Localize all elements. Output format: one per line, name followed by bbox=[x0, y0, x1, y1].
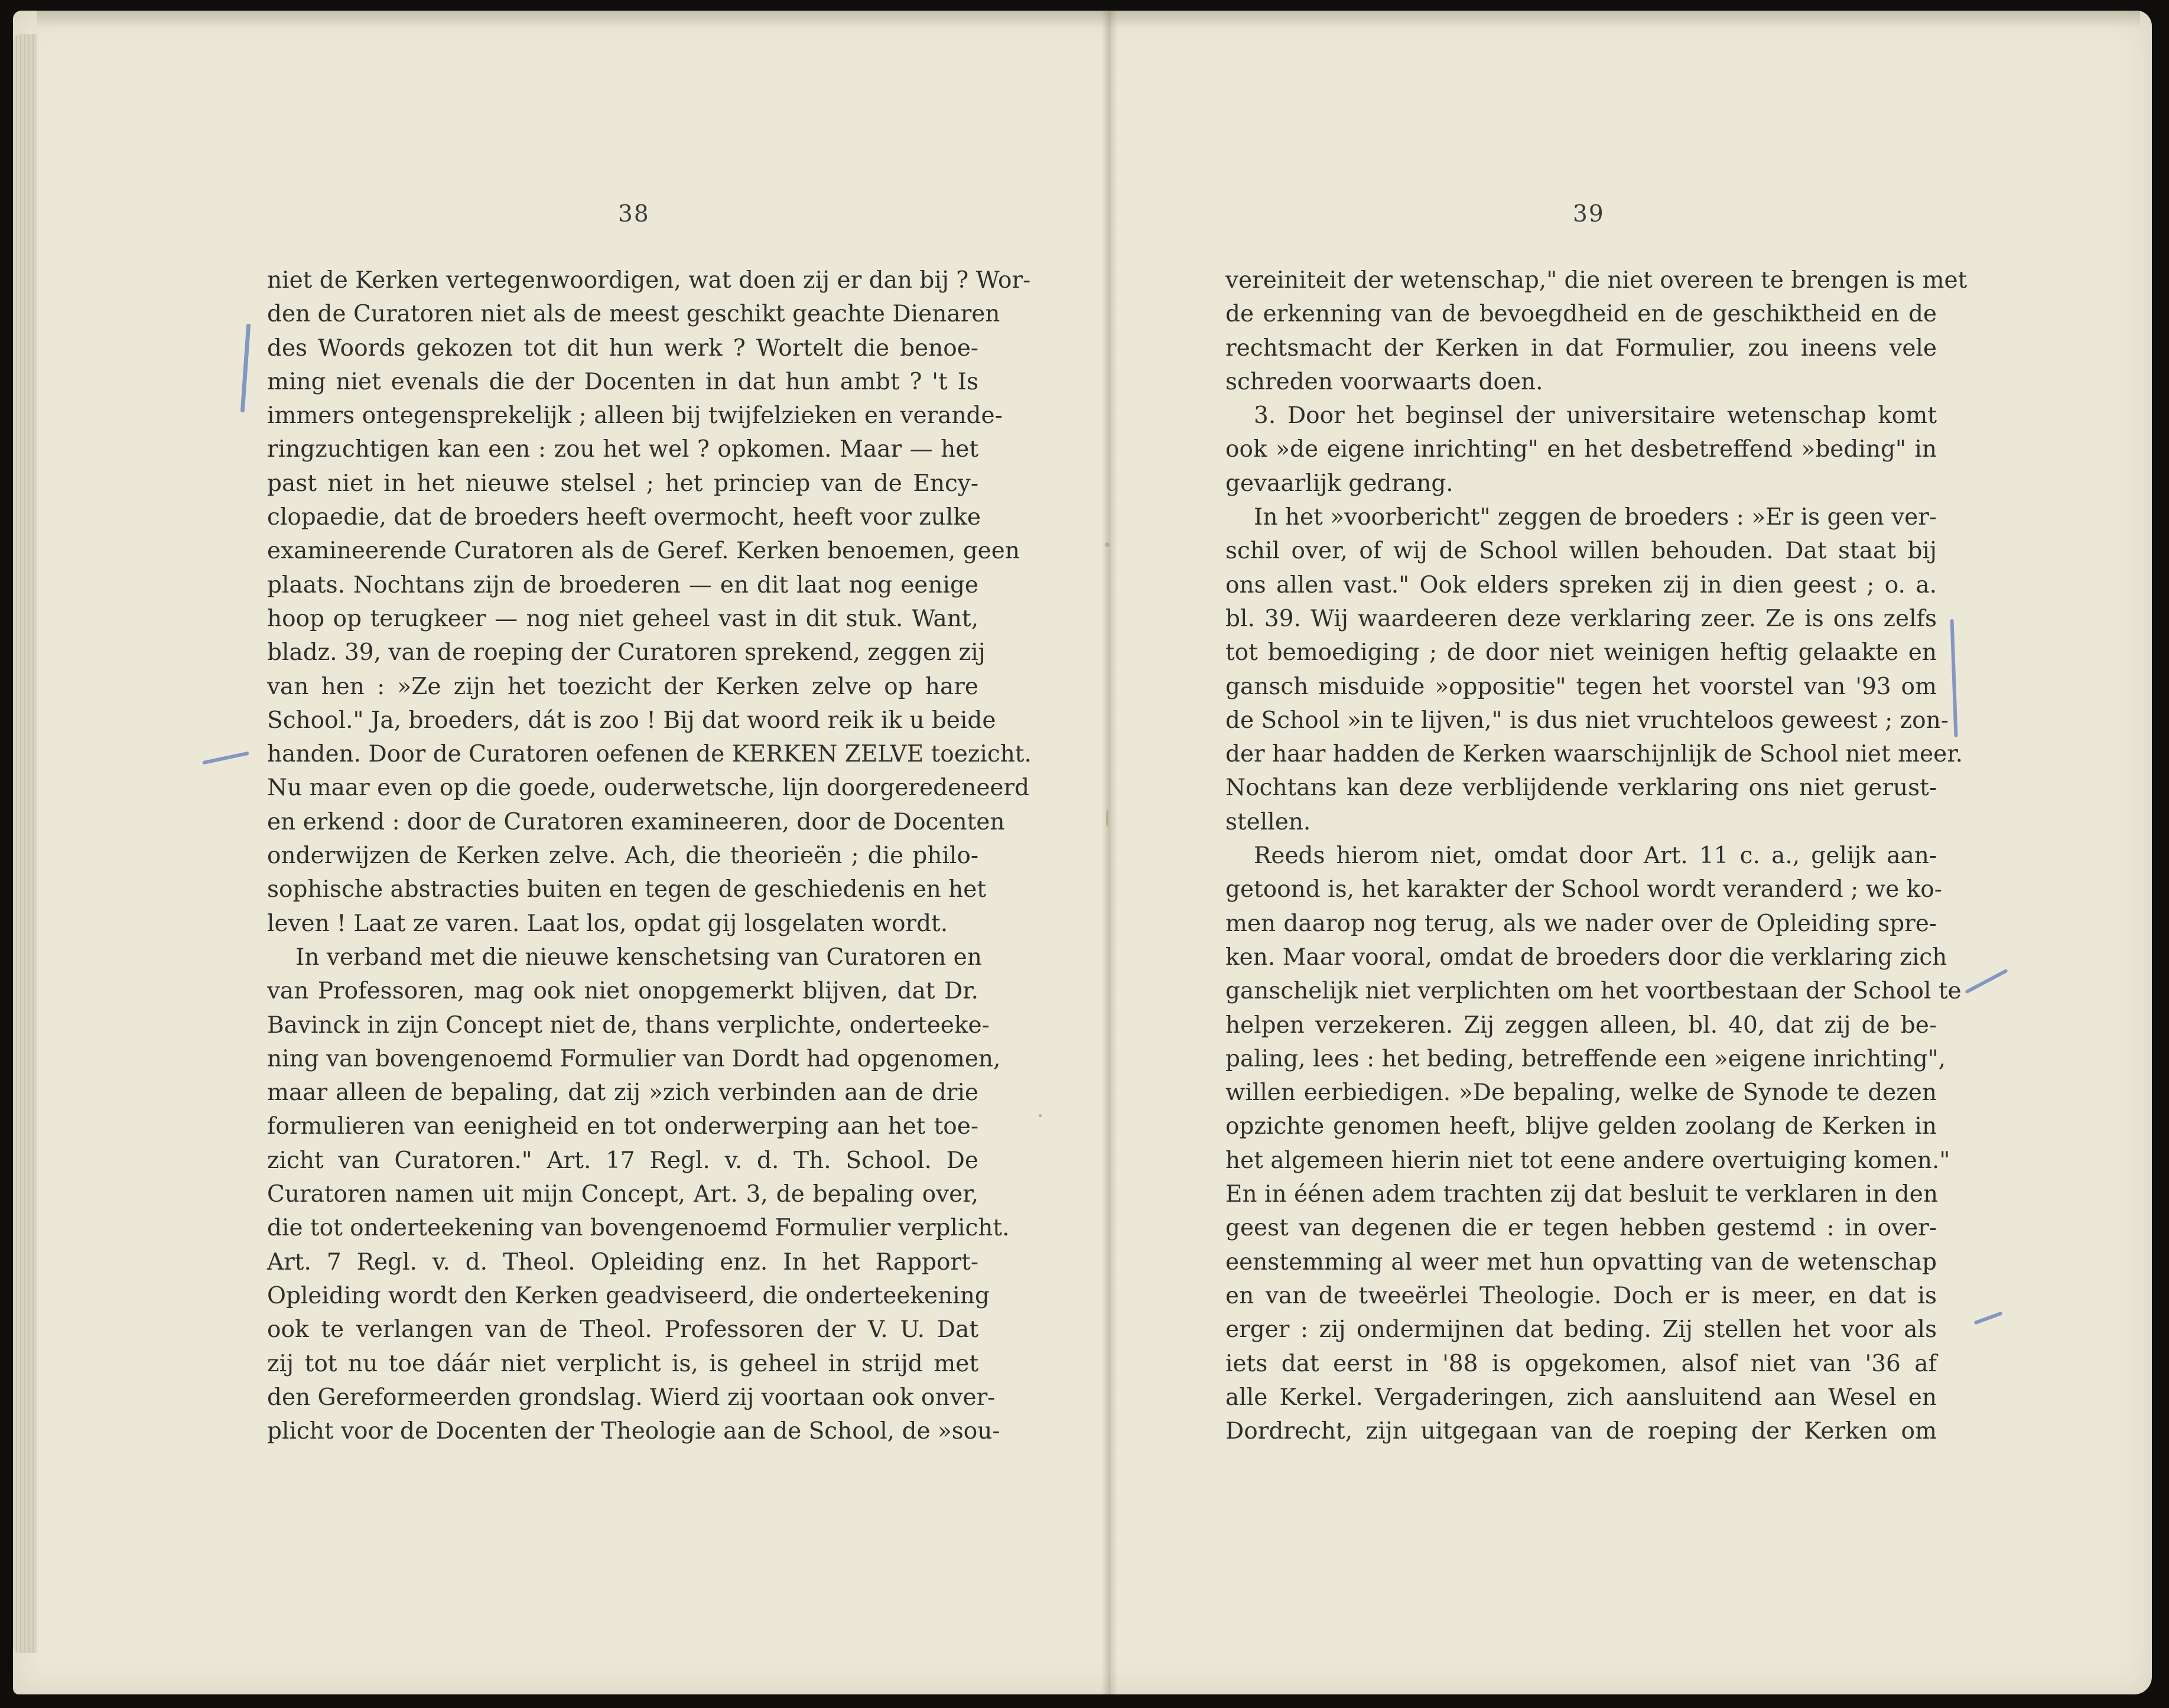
text-line: helpen verzekeren. Zij zeggen alleen, bl. 40, dat zij de be- bbox=[1225, 1011, 1937, 1039]
text-line: getoond is, het karakter der School wordt veranderd ; we ko- bbox=[1225, 876, 1942, 903]
text-line: willen eerbiedigen. »De bepaling, welke de Synode te dezen bbox=[1225, 1079, 1937, 1107]
text-line: In verband met die nieuwe kenschetsing van Curatoren en bbox=[295, 944, 982, 971]
right-page-number: 39 bbox=[1573, 201, 1605, 227]
text-line: onderwijzen de Kerken zelve. Ach, die theorieën ; die philo- bbox=[267, 842, 978, 870]
text-line: rechtsmacht der Kerken in dat Formulier, zou ineens vele bbox=[1225, 334, 1937, 362]
text-line: Opleiding wordt den Kerken geadviseerd, die onderteekening bbox=[267, 1282, 990, 1309]
text-line: geest van degenen die er tegen hebben gestemd : in over- bbox=[1225, 1215, 1937, 1242]
text-line: sophische abstracties buiten en tegen de geschiedenis en het bbox=[267, 876, 987, 903]
text-line: immers ontegensprekelijk ; alleen bij twijfelzieken en verande- bbox=[267, 402, 1003, 430]
text-line: Bavinck in zijn Concept niet de, thans verplichte, onderteeke- bbox=[267, 1011, 990, 1039]
pencil-mark bbox=[202, 751, 249, 765]
text-line: van hen : »Ze zijn het toezicht der Kerken zelve op hare bbox=[267, 673, 978, 700]
paper-spot bbox=[1039, 1114, 1042, 1117]
page-stack-edge bbox=[13, 34, 37, 1653]
text-line: opzichte genomen heeft, blijve gelden zoolang de Kerken in bbox=[1225, 1113, 1937, 1140]
text-line: In het »voorbericht" zeggen de broeders : »Er is geen ver- bbox=[1254, 504, 1937, 531]
text-line: Reeds hierom niet, omdat door Art. 11 c. a., gelijk aan- bbox=[1254, 842, 1937, 870]
text-line: de erkenning van de bevoegdheid en de geschiktheid en de bbox=[1225, 301, 1937, 328]
text-line: schil over, of wij de School willen behouden. Dat staat bij bbox=[1225, 538, 1937, 565]
text-line: hoop op terugkeer — nog niet geheel vast in dit stuk. Want, bbox=[267, 605, 978, 632]
text-line: stellen. bbox=[1225, 808, 1311, 835]
text-line: eenstemming al weer met hun opvatting van de wetenschap bbox=[1225, 1248, 1937, 1276]
text-line: men daarop nog terug, als we nader over de Opleiding spre- bbox=[1225, 910, 1937, 937]
text-line: van Professoren, mag ook niet onopgemerkt blijven, dat Dr. bbox=[267, 978, 978, 1005]
text-line: past niet in het nieuwe stelsel ; het princiep van de Ency- bbox=[267, 470, 978, 497]
open-book bbox=[13, 11, 2152, 1694]
text-line: ons allen vast." Ook elders spreken zij in dien geest ; o. a. bbox=[1225, 571, 1937, 598]
text-line: examineerende Curatoren als de Geref. Kerken benoemen, geen bbox=[267, 538, 1020, 565]
text-line: die tot onderteekening van bovengenoemd Formulier verplicht. bbox=[267, 1215, 1010, 1242]
text-line: alle Kerkel. Vergaderingen, zich aansluitend aan Wesel en bbox=[1225, 1384, 1937, 1411]
text-line: den de Curatoren niet als de meest geschikt geachte Dienaren bbox=[267, 301, 1000, 328]
text-line: bl. 39. Wij waardeeren deze verklaring zeer. Ze is ons zelfs bbox=[1225, 605, 1937, 632]
book-gutter bbox=[1101, 11, 1118, 1694]
pencil-mark bbox=[240, 324, 251, 412]
text-line: tot bemoediging ; de door niet weinigen heftig gelaakte en bbox=[1225, 639, 1937, 666]
text-line: Nochtans kan deze verblijdende verklaring ons niet gerust- bbox=[1225, 775, 1937, 802]
text-line: en van de tweeërlei Theologie. Doch er is meer, en dat is bbox=[1225, 1282, 1937, 1309]
top-shadow bbox=[37, 11, 2140, 28]
text-line: maar alleen de bepaling, dat zij »zich verbinden aan de drie bbox=[267, 1079, 978, 1107]
text-line: zij tot nu toe dáár niet verplicht is, is geheel in strijd met bbox=[267, 1350, 978, 1377]
text-line: zicht van Curatoren." Art. 17 Regl. v. d. Th. School. De bbox=[267, 1147, 978, 1174]
pencil-mark bbox=[1950, 619, 1958, 737]
text-line: Art. 7 Regl. v. d. Theol. Opleiding enz. In het Rapport- bbox=[267, 1248, 978, 1276]
paper-spot bbox=[1105, 542, 1110, 547]
text-line: den Gereformeerden grondslag. Wierd zij voortaan ook onver- bbox=[267, 1384, 996, 1411]
text-line: schreden voorwaarts doen. bbox=[1225, 368, 1543, 395]
paper-spot bbox=[1106, 809, 1108, 827]
text-line: ook »de eigene inrichting" en het desbetreffend »beding" in bbox=[1225, 436, 1937, 463]
text-line: handen. Door de Curatoren oefenen de KERKEN ZELVE toezicht. bbox=[267, 741, 1032, 768]
text-line: plicht voor de Docenten der Theologie aan de School, de »sou- bbox=[267, 1418, 1000, 1445]
left-page-number: 38 bbox=[618, 201, 650, 227]
text-line: bladz. 39, van de roeping der Curatoren sprekend, zeggen zij bbox=[267, 639, 986, 666]
text-line: ken. Maar vooral, omdat de broeders door die verklaring zich bbox=[1225, 944, 1947, 971]
text-line: gansch misduide »oppositie" tegen het voorstel van '93 om bbox=[1225, 673, 1937, 700]
text-line: ning van bovengenoemd Formulier van Dordt had opgenomen, bbox=[267, 1045, 1001, 1072]
text-line: formulieren van eenigheid en tot onderwerping aan het toe- bbox=[267, 1113, 978, 1140]
text-line: Curatoren namen uit mijn Concept, Art. 3, de bepaling over, bbox=[267, 1181, 978, 1208]
text-line: niet de Kerken vertegenwoordigen, wat doen zij er dan bij ? Wor- bbox=[267, 267, 1031, 294]
text-line: iets dat eerst in '88 is opgekomen, alsof niet van '36 af bbox=[1225, 1350, 1937, 1377]
text-line: Dordrecht, zijn uitgegaan van de roeping der Kerken om bbox=[1225, 1418, 1937, 1445]
text-line: erger : zij ondermijnen dat beding. Zij stellen het voor als bbox=[1225, 1316, 1937, 1343]
text-line: ook te verlangen van de Theol. Professoren der V. U. Dat bbox=[267, 1316, 978, 1343]
left-page-text bbox=[267, 263, 1032, 1448]
text-line: ming niet evenals die der Docenten in dat hun ambt ? 't Is bbox=[267, 368, 978, 395]
text-line: gevaarlijk gedrang. bbox=[1225, 470, 1453, 497]
text-line: plaats. Nochtans zijn de broederen — en dit laat nog eenige bbox=[267, 571, 978, 598]
text-line: leven ! Laat ze varen. Laat los, opdat gij losgelaten wordt. bbox=[267, 910, 948, 937]
text-line: 3. Door het beginsel der universitaire wetenschap komt bbox=[1254, 402, 1937, 430]
text-line: Nu maar even op die goede, ouderwetsche, lijn doorgeredeneerd bbox=[267, 775, 1030, 802]
text-line: des Woords gekozen tot dit hun werk ? Wortelt die benoe- bbox=[267, 334, 978, 362]
text-line: der haar hadden de Kerken waarschijnlijk de School niet meer. bbox=[1225, 741, 1963, 768]
text-line: het algemeen hierin niet tot eene andere overtuiging komen." bbox=[1225, 1147, 1950, 1174]
pencil-mark bbox=[1973, 1312, 2002, 1325]
text-line: de School »in te lijven," is dus niet vruchteloos geweest ; zon- bbox=[1225, 707, 1949, 734]
text-line: ringzuchtigen kan een : zou het wel ? opkomen. Maar — het bbox=[267, 436, 978, 463]
pencil-mark bbox=[1965, 969, 2008, 994]
text-line: ganschelijk niet verplichten om het voortbestaan der School te bbox=[1225, 978, 1962, 1005]
text-line: vereiniteit der wetenschap," die niet overeen te brengen is met bbox=[1225, 267, 1968, 294]
text-line: clopaedie, dat de broeders heeft overmocht, heeft voor zulke bbox=[267, 504, 981, 531]
text-line: en erkend : door de Curatoren examineeren, door de Docenten bbox=[267, 808, 1005, 835]
text-line: En in éénen adem trachten zij dat besluit te verklaren in den bbox=[1225, 1181, 1938, 1208]
right-page-text bbox=[1225, 263, 1968, 1448]
text-line: paling, lees : het beding, betreffende een »eigene inrichting", bbox=[1225, 1045, 1946, 1072]
text-line: School." Ja, broeders, dát is zoo ! Bij dat woord reik ik u beide bbox=[267, 707, 996, 734]
